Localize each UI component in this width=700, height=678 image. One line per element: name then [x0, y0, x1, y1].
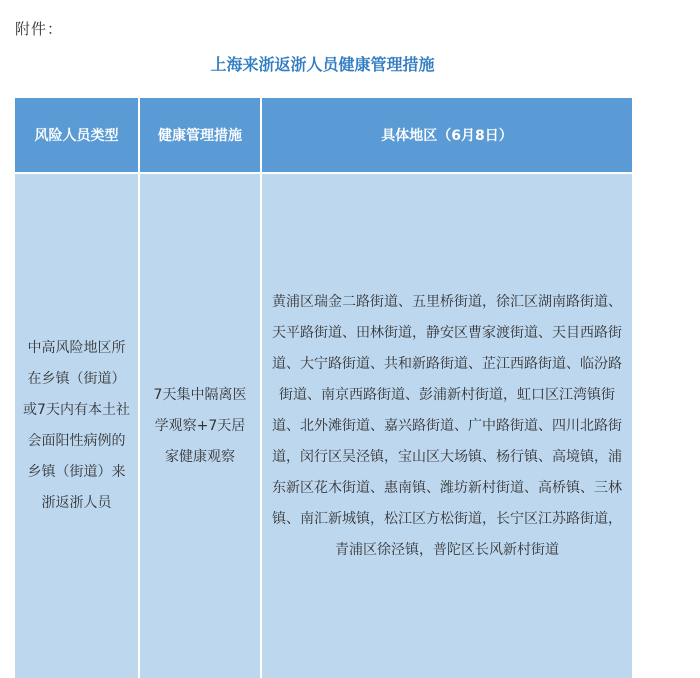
table-row — [15, 173, 632, 678]
table-header-row — [15, 98, 632, 173]
column-header-areas: 具体地区（6月8日） — [261, 98, 632, 173]
document-title: 上海来浙返浙人员健康管理措施 — [210, 55, 435, 74]
column-header-risk-type: 风险人员类型 — [15, 98, 139, 173]
column-header-measure: 健康管理措施 — [139, 98, 261, 173]
cell-measure: 7天集中隔离医学观察+7天居家健康观察 — [139, 173, 261, 678]
cell-areas: 黄浦区瑞金二路街道、五里桥街道，徐汇区湖南路街道、天平路街道、田林街道，静安区曹家渡街道、天目西路街道、大宁路街道、共和新路街道、芷江西路街道、临汾路街道、南京西路街道、彭浦新村街道，虹口区江湾镇街道、北外滩街道、嘉兴路街道、广中路街道、四川北路街道，闵行区吴泾镇，宝山区大场镇、杨行镇、高境镇，浦东新区花木街道、惠南镇、潍坊新村街道、高桥镇、三林镇、南汇新城镇，松江区方松街道，长宁区江苏路街道，青浦区徐泾镇，普陀区长风新村街道 — [261, 173, 632, 678]
health-measures-table — [15, 98, 632, 678]
cell-risk-type: 中高风险地区所在乡镇（街道）或7天内有本土社会面阳性病例的乡镇（街道）来浙返浙人员 — [15, 173, 139, 678]
attachment-label: 附件： — [15, 20, 64, 38]
